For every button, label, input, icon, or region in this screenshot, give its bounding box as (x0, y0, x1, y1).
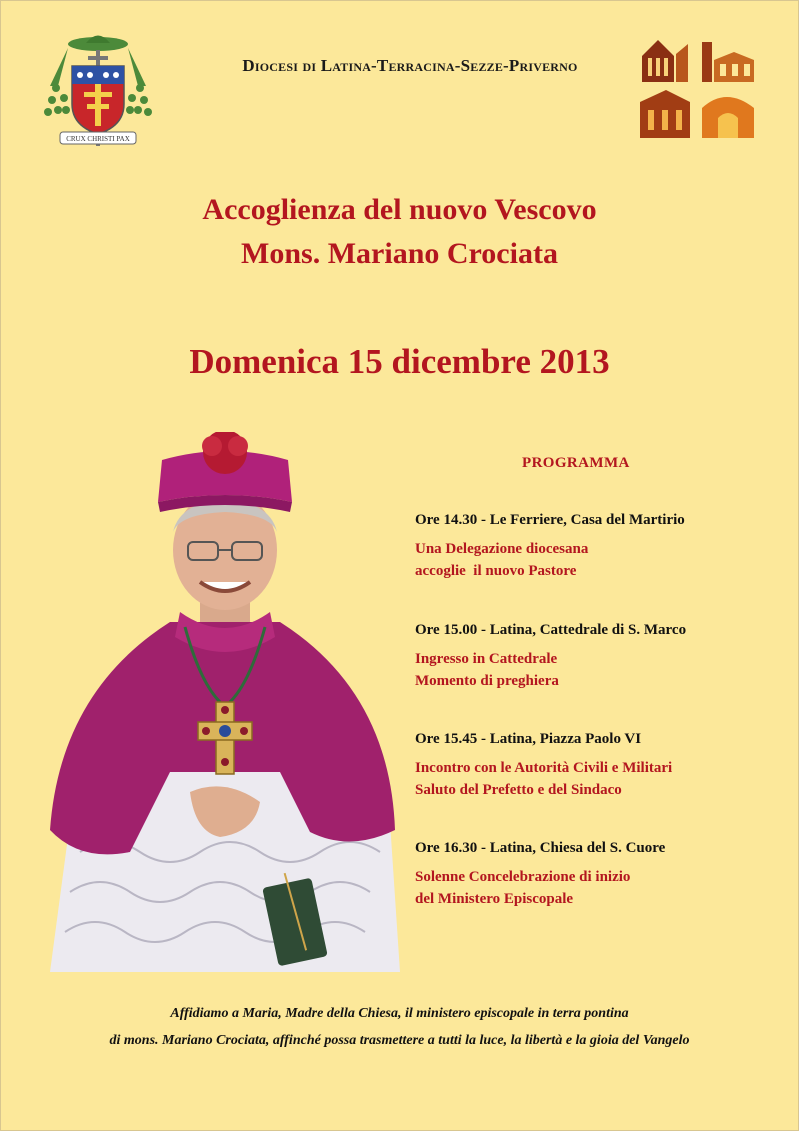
program-item (415, 731, 785, 801)
episcopal-coat-of-arms-icon (38, 26, 158, 150)
program-item-desc: Una Delegazione diocesana (415, 541, 589, 557)
bishop-name: Mons. Mariano Crociata (241, 237, 558, 270)
program-item-time-place: Ore 15.45 - Latina, Piazza Paolo VI (415, 731, 642, 747)
footer-line: di mons. Mariano Crociata, affinché possa trasmettere a tutti la luce, la libertà e la gioia del Vangelo (109, 1033, 690, 1048)
program-item-time-place: Ore 15.00 - Latina, Cattedrale di S. Marco (415, 622, 687, 638)
program-item-time-place: Ore 16.30 - Latina, Chiesa del S. Cuore (415, 840, 666, 856)
program-item (415, 840, 785, 910)
program-item-desc: accoglie il nuovo Pastore (415, 563, 577, 579)
programma-heading: PROGRAMMA (522, 455, 630, 471)
event-date: Domenica 15 dicembre 2013 (189, 342, 610, 381)
bishop-portrait (50, 432, 400, 972)
closing-dedication (0, 1000, 799, 1054)
program-item (415, 622, 785, 692)
diocese-churches-logo-icon (636, 30, 758, 142)
program-item-desc: Incontro con le Autorità Civili e Militari (415, 760, 673, 776)
program-item-desc: Momento di preghiera (415, 673, 559, 689)
program-item-desc: Saluto del Prefetto e del Sindaco (415, 782, 622, 798)
program-item (415, 512, 785, 582)
diocese-name: Diocesi di Latina-Terracina-Sezze-Priverno (242, 56, 578, 75)
event-title: Accoglienza del nuovo Vescovo (202, 193, 597, 226)
footer-line: Affidiamo a Maria, Madre della Chiesa, il ministero episcopale in terra pontina (170, 1006, 629, 1021)
program-item-desc: Solenne Concelebrazione di inizio (415, 869, 631, 885)
program-item-desc: Ingresso in Cattedrale (415, 651, 558, 667)
program-item-time-place: Ore 14.30 - Le Ferriere, Casa del Martirio (415, 512, 685, 528)
crest-motto: CRUX CHRISTI PAX (66, 135, 130, 143)
program-item-desc: del Ministero Episcopale (415, 891, 574, 907)
